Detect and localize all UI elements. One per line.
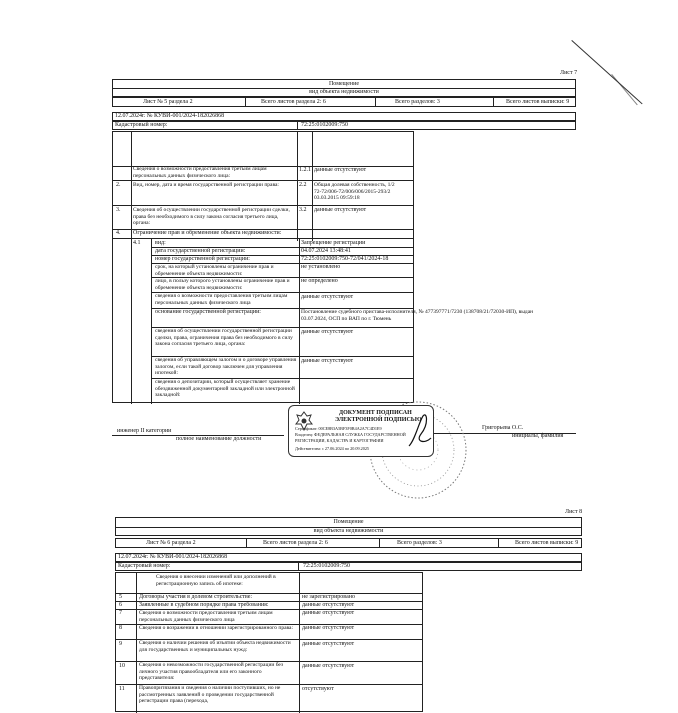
total-sheets-section: Всего листов раздела 2: 6 bbox=[263, 540, 328, 546]
enc-value: данные отсутствуют bbox=[301, 358, 354, 364]
row-text: Сведения об осуществлении государственной регистрации сделки, права без необходимого в силу закона согласия третьего лица, органа: bbox=[133, 207, 290, 226]
stamp-line: Владелец: ФЕДЕРАЛЬНАЯ СЛУЖБА ГОСУДАРСТВЕННОЙ bbox=[295, 432, 406, 437]
row-sub: 1.2.1 bbox=[299, 167, 311, 173]
meta-row bbox=[112, 97, 576, 107]
cad-row bbox=[112, 121, 576, 130]
enc-label: номер государственной регистрации: bbox=[155, 256, 250, 262]
total-sheets-section: Всего листов раздела 2: 6 bbox=[261, 99, 326, 105]
row-text: Сведения о возможности предоставления третьим лицам персональных данных физического лица bbox=[139, 610, 273, 623]
stamp-line: Сертификат: 00CE8B3A5BF3F0B4A2A7C4D1E9 bbox=[295, 426, 382, 431]
enc-label: основание государственной регистрации: bbox=[155, 309, 261, 315]
row-num: 8 bbox=[119, 625, 122, 631]
enc-value: данные отсутствуют bbox=[301, 294, 354, 300]
row-sub: 2.2 bbox=[299, 182, 307, 188]
cad-value: 72:25:0102009:750 bbox=[301, 122, 349, 128]
e-signature-stamp bbox=[288, 405, 434, 457]
encumbrance-num: 4.1 bbox=[133, 240, 141, 246]
sheet-number: Лист 7 bbox=[560, 70, 578, 76]
enc-label: лицо, в пользу которого установлены ограничение прав и обременение объекта недвижимости: bbox=[155, 278, 290, 291]
total-sheets: Всего листов выписки: 9 bbox=[515, 540, 579, 546]
row-text: Сведения о возражении в отношении зарегистрированного права: bbox=[139, 625, 294, 631]
handwritten-signature-icon bbox=[407, 412, 433, 452]
reg-number: 12.07.2024г. № КУВИ-001/2024-182026868 bbox=[115, 113, 225, 119]
row-sub: 3.2 bbox=[299, 207, 307, 213]
enc-label: срок, на который установлены ограничение прав и обременение объекта недвижимости: bbox=[155, 264, 274, 277]
enc-value: не установлено bbox=[301, 264, 341, 270]
enc-label: сведения о депозитарии, который осуществляет хранение обездвиженной документарной закладной или электронной закладной: bbox=[155, 379, 295, 398]
row-text: Сведения о невозможности государственной регистрации без личного участия правообладателя или его законного представителя: bbox=[139, 662, 284, 681]
signer-name: Григорьева О.С. bbox=[482, 425, 524, 431]
stamp-line: РЕГИСТРАЦИИ, КАДАСТРА И КАРТОГРАФИИ bbox=[295, 438, 384, 443]
cad-label: Кадастровый номер: bbox=[115, 122, 168, 128]
enc-value: Запрещение регистрации bbox=[301, 240, 366, 246]
stamp-line: ДОКУМЕНТ ПОДПИСАН bbox=[339, 410, 412, 416]
row-num: 4. bbox=[116, 230, 121, 236]
reg-line bbox=[115, 553, 582, 562]
reg-line bbox=[112, 112, 576, 121]
row-num: 2. bbox=[116, 182, 121, 188]
enc-label: сведения об осуществлении государственной регистрации сделки, права, ограничения права без необходимого в силу закона согласия третьего лица, органа: bbox=[155, 328, 293, 347]
name-caption: инициалы, фамилия bbox=[512, 433, 564, 439]
cad-value: 72:25:0102009:750 bbox=[303, 563, 351, 569]
enc-label: сведения об управляющем залогом и о договоре управления залогом, если такой договор заключен для управления ипотекой: bbox=[155, 357, 297, 376]
row-value: отсутствуют bbox=[302, 686, 334, 692]
total-sheets: Всего листов выписки: 9 bbox=[506, 99, 570, 105]
enc-value: 04.07.2024 13:48:41 bbox=[301, 248, 351, 254]
row-num: 11 bbox=[119, 686, 125, 692]
sheet-section: Лист № 6 раздела 2 bbox=[146, 540, 196, 546]
rights-table bbox=[115, 572, 423, 712]
row-text: Заявленные в судебном порядке права требования: bbox=[139, 602, 269, 608]
object-type-caption: вид объекта недвижимости bbox=[309, 89, 379, 95]
scan-artifact-line bbox=[571, 40, 642, 104]
enc-value: данные отсутствуют bbox=[301, 329, 354, 335]
enc-value: не определено bbox=[301, 278, 338, 284]
row-text: Сведения о возможности предоставления третьим лицам персональных данных физического лица: bbox=[133, 166, 267, 179]
row-value: данные отсутствуют bbox=[302, 641, 355, 647]
reg-number: 12.07.2024г. № КУВИ-001/2024-182026868 bbox=[118, 554, 228, 560]
enc-value: 72:25:0102009:750-72/041/2024-18 bbox=[301, 256, 389, 262]
rights-table bbox=[112, 131, 534, 403]
row-num: 5 bbox=[119, 594, 122, 600]
row-value: Общая долевая собственность, 1/2 72-72/006-72/006/006/2015-293/2 03.03.2015 09:59:18 bbox=[314, 182, 395, 201]
row-num: 6 bbox=[119, 602, 122, 608]
row-value: данные отсутствуют bbox=[302, 602, 355, 608]
row-value: данные отсутствуют bbox=[302, 610, 355, 616]
cad-label: Кадастровый номер: bbox=[118, 563, 171, 569]
row-value: данные отсутствуют bbox=[314, 167, 367, 173]
row-text: Сведения о внесении изменений или дополнений в регистрационную запись об ипотеке: bbox=[156, 574, 276, 587]
meta-row bbox=[115, 538, 582, 548]
row-text: Ограничение прав и обременение объекта недвижимости: bbox=[133, 230, 282, 236]
sheet-number: Лист 8 bbox=[565, 509, 583, 515]
row-num: 9 bbox=[119, 641, 122, 647]
enc-label: сведения о возможности предоставления третьим лицам персональных данных физического лица bbox=[155, 293, 288, 306]
row-value: данные отсутствуют bbox=[314, 207, 367, 213]
row-text: Вид, номер, дата и время государственной регистрации права: bbox=[133, 182, 279, 188]
row-value: данные отсутствуют bbox=[302, 625, 355, 631]
row-num: 7 bbox=[119, 610, 122, 616]
row-num: 3. bbox=[116, 207, 121, 213]
row-value: данные отсутствуют bbox=[302, 663, 355, 669]
scan-artifact-line bbox=[611, 74, 637, 105]
signer-position: инженер II категории bbox=[117, 428, 172, 434]
object-type: Помещение bbox=[333, 519, 364, 525]
total-sections: Всего разделов: 3 bbox=[395, 99, 440, 105]
row-text: Договоры участия в долевом строительстве: bbox=[139, 594, 253, 600]
row-text: Правопритязания и сведения о наличии поступивших, но не рассмотренных заявлений о проведении государственной регистрации права (перехода, bbox=[139, 685, 281, 704]
object-header bbox=[115, 517, 582, 536]
stamp-line: Действителен: с 27.06.2024 по 20.09.2025 bbox=[295, 446, 370, 451]
object-type-caption: вид объекта недвижимости bbox=[313, 528, 384, 534]
position-caption: полное наименование должности bbox=[176, 436, 262, 442]
enc-label: вид: bbox=[155, 240, 166, 246]
cad-row bbox=[115, 562, 582, 571]
sheet-section: Лист № 5 раздела 2 bbox=[143, 99, 193, 105]
row-num: 10 bbox=[119, 663, 125, 669]
enc-label: дата государственной регистрации: bbox=[155, 248, 246, 254]
object-header bbox=[112, 79, 576, 97]
stamp-line: ЭЛЕКТРОННОЙ ПОДПИСЬЮ bbox=[335, 417, 422, 423]
row-text: Сведения о наличии решения об изъятии объекта недвижимости для государственных и муниципальных нужд: bbox=[139, 640, 291, 653]
row-value: не зарегистрировано bbox=[302, 594, 355, 600]
object-type: Помещение bbox=[328, 81, 360, 87]
total-sections: Всего разделов: 3 bbox=[397, 540, 442, 546]
enc-value: Постановление судебного пристава-исполнителя, № 477397771/7230 (138708/21/72030-ИП), выдан 03.07.2024, ОСП по ВАП по г. Тюмень bbox=[301, 309, 534, 322]
